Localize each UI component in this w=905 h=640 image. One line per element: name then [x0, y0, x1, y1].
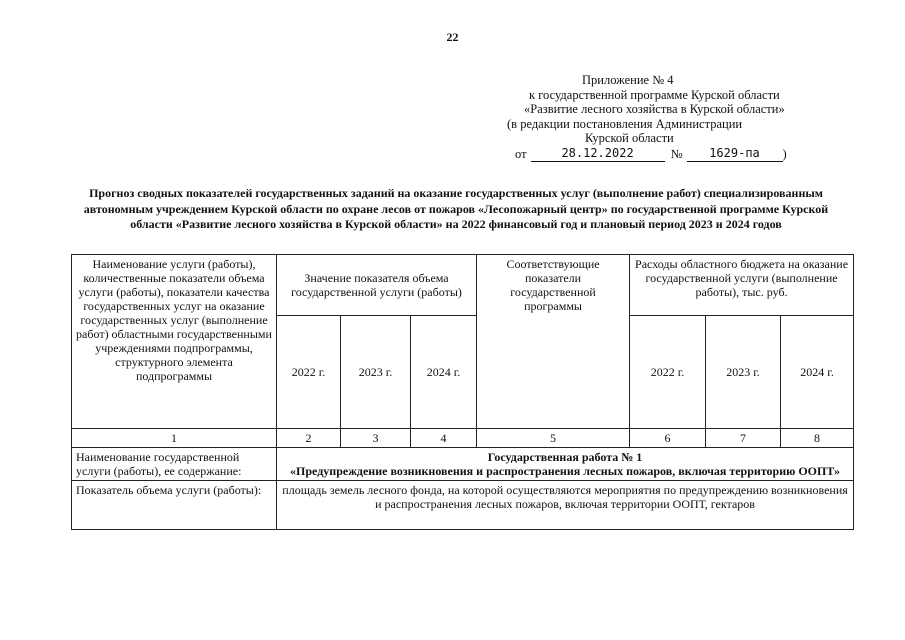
column-number: 7 [706, 429, 781, 448]
row-content-volume-indicator: площадь земель лесного фонда, на которой осуществляются мероприятия по предупреждению возникновения и распространения лесных пожаров, включая территории ООПТ, гектаров [277, 481, 854, 530]
close-paren: ) [782, 147, 787, 161]
document-title: Прогноз сводных показателей государственных заданий на оказание государственных услуг (выполнение работ) специализированным автономным учреждением Курской области по охране лесов от пожаров «Лесопожарный центр» по государственной программе Курской области «Развитие лесного хозяйства в Курской области» на 2022 финансовый год и плановый период 2023 и 2024 годов [83, 186, 829, 231]
page-number: 22 [446, 30, 459, 44]
header-budget-year-2023: 2023 г. [706, 316, 781, 429]
column-number: 8 [781, 429, 854, 448]
row-label-service-name: Наименование государственной услуги (работы), ее содержание: [72, 448, 277, 481]
header-year-2024: 2024 г. [411, 316, 477, 429]
header-service-name: Наименование услуги (работы), количественные показатели объема услуги (работы), показатели качества государственных услуг на оказание государственных услуг (выполнение работ) областными государственными учреждениями подпрограммы, структурного элемента подпрограммы [72, 255, 277, 429]
column-number: 5 [477, 429, 630, 448]
from-label: от [515, 147, 527, 161]
table-row [72, 481, 854, 530]
column-number: 2 [277, 429, 341, 448]
column-number: 3 [341, 429, 411, 448]
number-label: № [670, 147, 683, 161]
header-year-2022: 2022 г. [277, 316, 341, 429]
header-budget-year-2022: 2022 г. [630, 316, 706, 429]
header-year-2023: 2023 г. [341, 316, 411, 429]
appendix-header [505, 73, 825, 162]
table-row [72, 448, 854, 481]
resolution-line [505, 147, 825, 162]
appendix-line-1: Приложение № 4 [582, 73, 674, 87]
row-content-service-name [277, 448, 854, 481]
appendix-line-3: «Развитие лесного хозяйства в Курской области» [524, 102, 785, 116]
work-number: Государственная работа № 1 [487, 450, 643, 464]
header-budget-expenses: Расходы областного бюджета на оказание государственной услуги (выполнение работы), тыс. руб. [630, 255, 854, 316]
header-volume-value: Значение показателя объема государственной услуги (работы) [277, 255, 477, 316]
header-budget-year-2024: 2024 г. [781, 316, 854, 429]
header-program-indicators: Соответствующие показатели государственной программы [477, 255, 630, 429]
appendix-line-5: Курской области [585, 131, 674, 145]
appendix-line-4: (в редакции постановления Администрации [507, 116, 743, 131]
row-label-volume-indicator: Показатель объема услуги (работы): [72, 481, 277, 530]
resolution-date: 28.12.2022 [531, 147, 665, 162]
forecast-table [71, 254, 854, 530]
column-number: 1 [72, 429, 277, 448]
column-number: 4 [411, 429, 477, 448]
appendix-line-2: к государственной программе Курской области [529, 87, 780, 102]
resolution-number: 1629-па [687, 147, 783, 162]
work-title: «Предупреждение возникновения и распространения лесных пожаров, включая территорию ООПТ» [290, 464, 841, 478]
column-number: 6 [630, 429, 706, 448]
